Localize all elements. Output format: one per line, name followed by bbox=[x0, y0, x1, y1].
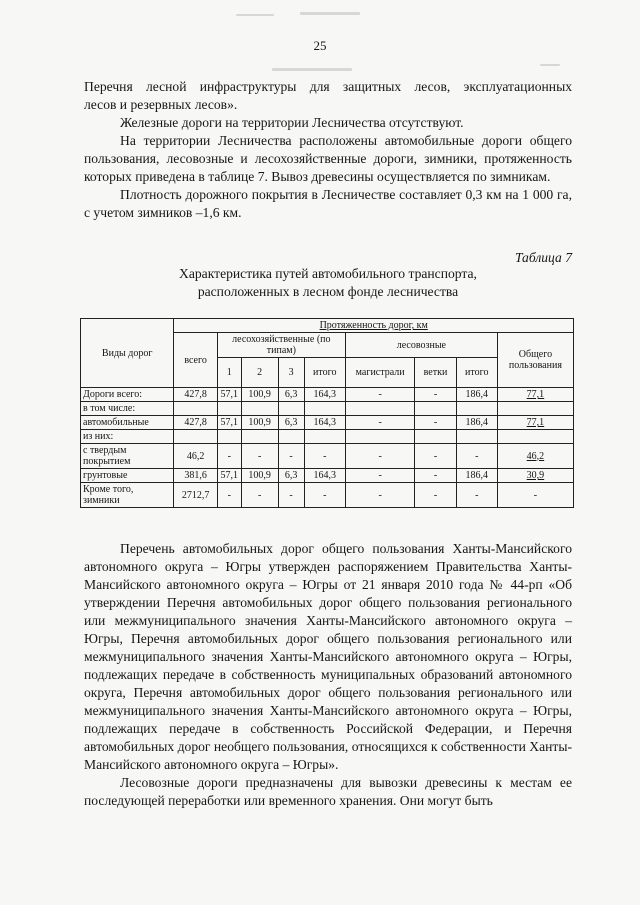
table-cell: - bbox=[217, 483, 241, 508]
header-logging-sum: итого bbox=[456, 358, 497, 388]
table-cell: 100,9 bbox=[241, 388, 278, 402]
table-cell: - bbox=[241, 444, 278, 469]
table-row bbox=[81, 430, 574, 444]
table-cell: - bbox=[415, 483, 456, 508]
table-cell: 57,1 bbox=[217, 416, 241, 430]
table-cell bbox=[415, 430, 456, 444]
table-title-line-2: расположенных в лесном фонде лесничества bbox=[197, 284, 459, 299]
paragraph-railways: Железные дороги на территории Лесничества отсутствуют. bbox=[120, 115, 464, 130]
header-logging: лесовозные bbox=[345, 333, 497, 358]
table-cell bbox=[497, 402, 573, 416]
table-cell: 46,2 bbox=[174, 444, 217, 469]
table-cell: - bbox=[345, 388, 414, 402]
table-cell: 164,3 bbox=[304, 469, 345, 483]
scan-noise bbox=[236, 14, 274, 16]
header-length: Протяженность дорог, км bbox=[174, 319, 574, 333]
table-cell: - bbox=[345, 469, 414, 483]
intro-line-1: Перечня лесной инфраструктуры для защитных лесов, эксплуатационных bbox=[84, 79, 572, 94]
paragraph-roads: На территории Лесничества расположены автомобильные дороги общего пользования, лесовозные и лесохозяйственные дороги, зимники, протяженность которых приведена в таблице 7. Вывоз древесины осуществляется по зимникам. bbox=[84, 133, 572, 184]
table-cell: 30,9 bbox=[497, 469, 573, 483]
table-cell bbox=[217, 402, 241, 416]
table-cell: - bbox=[304, 483, 345, 508]
table-cell bbox=[278, 430, 304, 444]
table-cell: - bbox=[345, 416, 414, 430]
main-text bbox=[84, 540, 572, 810]
table-cell: - bbox=[415, 444, 456, 469]
table-cell: 381,6 bbox=[174, 469, 217, 483]
row-label: автомобильные bbox=[81, 416, 174, 430]
table-cell: - bbox=[278, 444, 304, 469]
row-label: в том числе: bbox=[81, 402, 174, 416]
table-cell: - bbox=[456, 444, 497, 469]
table-row bbox=[81, 483, 574, 508]
table-cell: 77,1 bbox=[497, 416, 573, 430]
header-total: всего bbox=[174, 333, 217, 388]
paragraph-density: Плотность дорожного покрытия в Лесничестве составляет 0,3 км на 1 000 га, с учетом зимников –1,6 км. bbox=[84, 187, 572, 220]
table-cell: 6,3 bbox=[278, 388, 304, 402]
table-cell bbox=[241, 430, 278, 444]
table-row bbox=[81, 469, 574, 483]
scan-noise bbox=[540, 64, 560, 66]
table-cell: - bbox=[497, 483, 573, 508]
paragraph-list-approval: Перечень автомобильных дорог общего пользования Ханты-Мансийского автономного округа – Югры утвержден распоряжением Правительства Ханты-Мансийского автономного округа – Югры от 21 января 2010 года № 44-рп «Об утверждении Перечня автомобильных дорог общего пользования регионального или межмуниципального значения Ханты-Мансийского автономного округа – Югры, Перечня автомобильных дорог общего пользования регионального или межмуниципального значения Ханты-Мансийского автономного округа – Югры, подлежащих передаче в собственность муниципальных образований автономного округа, Перечня автомобильных дорог общего пользования регионального или межмуниципального значения Ханты-Мансийского автономного округа – Югры, подлежащих передаче в собственность Российской Федерации, и Перечня автомобильных дорог необщего пользования, относящихся к собственности Ханты-Мансийского автономного округа – Югры». bbox=[84, 541, 572, 772]
table-body bbox=[81, 388, 574, 508]
header-type-1: 1 bbox=[217, 358, 241, 388]
table-cell: 2712,7 bbox=[174, 483, 217, 508]
table-cell: - bbox=[345, 444, 414, 469]
table-cell: - bbox=[415, 388, 456, 402]
paragraph-logging-roads: Лесовозные дороги предназначены для вывозки древесины к местам ее последующей переработки или временного хранения. Они могут быть bbox=[84, 775, 572, 808]
header-branch: ветки bbox=[415, 358, 456, 388]
table-cell: 6,3 bbox=[278, 416, 304, 430]
table-cell: 57,1 bbox=[217, 469, 241, 483]
table-cell bbox=[456, 430, 497, 444]
table-cell: - bbox=[415, 416, 456, 430]
table-cell: 57,1 bbox=[217, 388, 241, 402]
table-title bbox=[84, 265, 572, 301]
table-cell: - bbox=[304, 444, 345, 469]
table-cell: 100,9 bbox=[241, 469, 278, 483]
table-cell: - bbox=[345, 483, 414, 508]
table-cell bbox=[456, 402, 497, 416]
page-number: 25 bbox=[313, 38, 327, 53]
table-row bbox=[81, 416, 574, 430]
scan-noise bbox=[300, 12, 360, 15]
row-label: грунтовые bbox=[81, 469, 174, 483]
table-row bbox=[81, 444, 574, 469]
table-cell: - bbox=[415, 469, 456, 483]
table-cell bbox=[241, 402, 278, 416]
table-header-row bbox=[81, 319, 574, 333]
header-type-2: 2 bbox=[241, 358, 278, 388]
table-cell: - bbox=[241, 483, 278, 508]
roads-table bbox=[80, 318, 574, 508]
table-cell: 77,1 bbox=[497, 388, 573, 402]
table-cell: 186,4 bbox=[456, 469, 497, 483]
table-cell: 427,8 bbox=[174, 416, 217, 430]
table-cell: 100,9 bbox=[241, 416, 278, 430]
table-cell bbox=[174, 402, 217, 416]
intro-line-2: лесов и резервных лесов». bbox=[84, 97, 238, 112]
header-types: Виды дорог bbox=[81, 319, 174, 388]
table-cell bbox=[345, 430, 414, 444]
table-cell bbox=[497, 430, 573, 444]
header-type-3: 3 bbox=[278, 358, 304, 388]
row-label: Кроме того, зимники bbox=[81, 483, 174, 508]
table-cell: 164,3 bbox=[304, 416, 345, 430]
table-cell: - bbox=[278, 483, 304, 508]
table-title-line-1: Характеристика путей автомобильного транспорта, bbox=[179, 266, 477, 281]
intro-text bbox=[84, 78, 572, 222]
table-cell: 6,3 bbox=[278, 469, 304, 483]
table-cell bbox=[217, 430, 241, 444]
table-label: Таблица 7 bbox=[514, 250, 572, 265]
table-cell bbox=[278, 402, 304, 416]
header-forestry-sum: итого bbox=[304, 358, 345, 388]
table-cell: 46,2 bbox=[497, 444, 573, 469]
table-cell bbox=[304, 402, 345, 416]
table-cell: 186,4 bbox=[456, 416, 497, 430]
table-cell: - bbox=[217, 444, 241, 469]
header-forestry: лесохозяйственные (по типам) bbox=[217, 333, 345, 358]
header-general: Общего пользования bbox=[497, 333, 573, 388]
row-label: с твердым покрытием bbox=[81, 444, 174, 469]
table-cell: 186,4 bbox=[456, 388, 497, 402]
table-cell: 164,3 bbox=[304, 388, 345, 402]
scan-noise bbox=[272, 68, 352, 71]
table-row bbox=[81, 402, 574, 416]
row-label: Дороги всего: bbox=[81, 388, 174, 402]
table-cell: - bbox=[456, 483, 497, 508]
table-cell: 427,8 bbox=[174, 388, 217, 402]
table-cell bbox=[345, 402, 414, 416]
table-cell bbox=[304, 430, 345, 444]
table-cell bbox=[415, 402, 456, 416]
table-row bbox=[81, 388, 574, 402]
table-cell bbox=[174, 430, 217, 444]
header-main: магистрали bbox=[345, 358, 414, 388]
row-label: из них: bbox=[81, 430, 174, 444]
